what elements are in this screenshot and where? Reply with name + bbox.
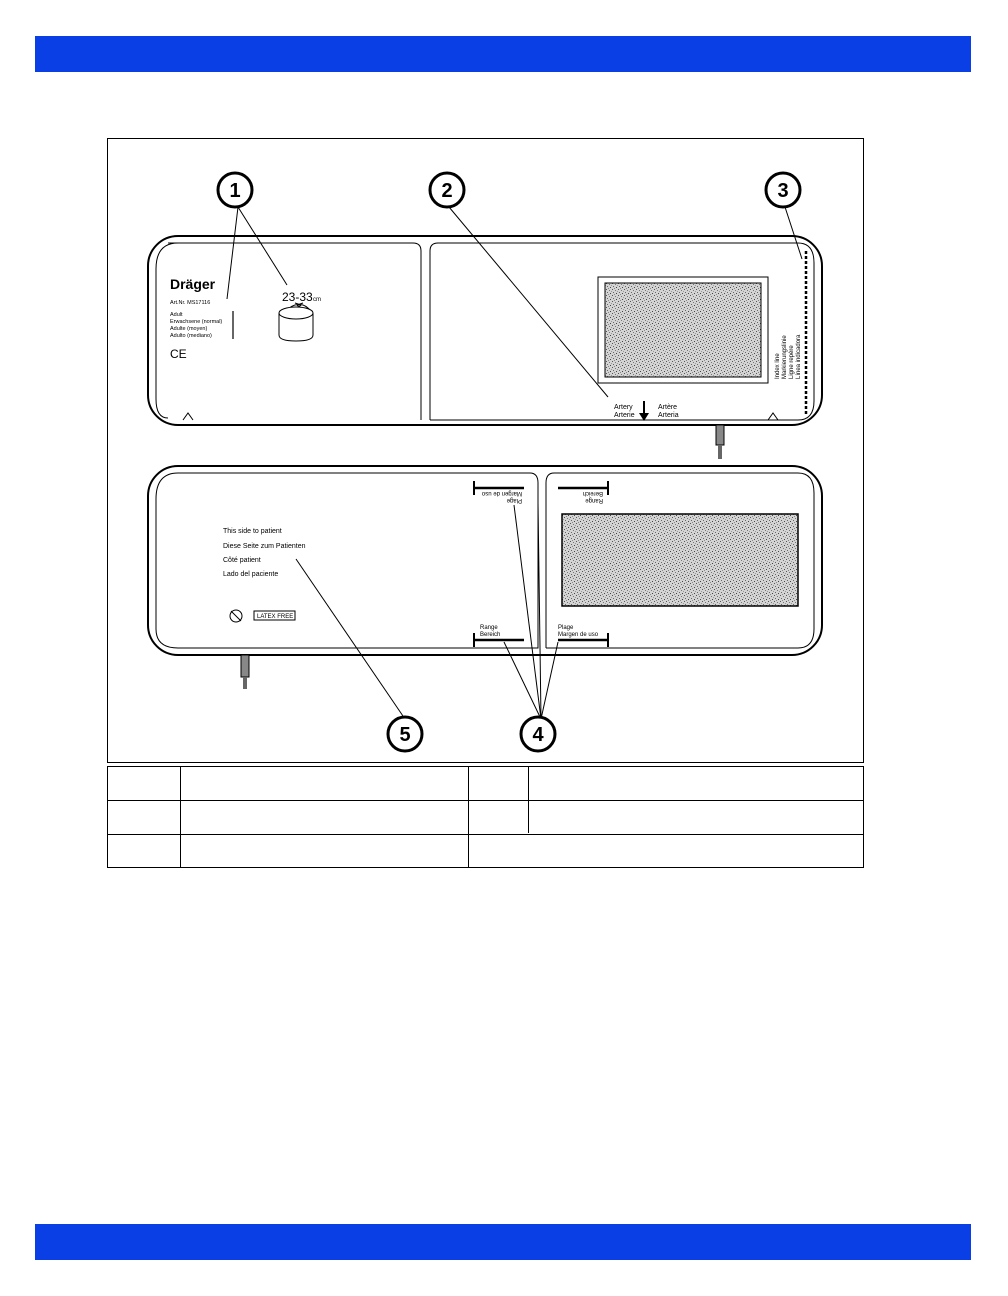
latex-free-label: LATEX FREE bbox=[257, 614, 294, 620]
tube-connector-back bbox=[241, 655, 249, 677]
tube-connector-front bbox=[716, 425, 724, 445]
legend-row-2-number bbox=[108, 801, 180, 834]
callout-5 bbox=[388, 717, 422, 751]
legend-row-3-text bbox=[181, 835, 468, 868]
patient-line-4: Lado del paciente bbox=[223, 571, 279, 578]
callout-4 bbox=[521, 717, 555, 751]
index-line-4: Línea indicadora bbox=[796, 334, 802, 379]
range-bottom-right-2: Margen de uso bbox=[558, 632, 599, 638]
callout-5-label: 5 bbox=[399, 724, 411, 746]
range-top-left-2: Margen de uso bbox=[481, 490, 522, 496]
cuff-back bbox=[148, 466, 822, 689]
callout-4-label: 4 bbox=[532, 724, 544, 746]
patient-line-1: This side to patient bbox=[223, 528, 282, 535]
artery-label-3: Artère bbox=[658, 404, 678, 411]
legend-row-1-text-2 bbox=[529, 767, 863, 800]
legend-row-1-number bbox=[108, 767, 180, 800]
index-line-1: Index line bbox=[775, 353, 781, 379]
cuff-diagram bbox=[107, 138, 864, 763]
callout-1-label: 1 bbox=[229, 180, 241, 202]
header-bar bbox=[35, 36, 971, 72]
legend-row-2-text bbox=[181, 801, 468, 834]
size-line-2: Erwachsene (normal) bbox=[170, 319, 223, 325]
cuff-front bbox=[148, 236, 822, 459]
range-bottom-left-1: Range bbox=[480, 625, 498, 631]
artery-label-1: Artery bbox=[614, 404, 633, 411]
range-top-left-1: Plage bbox=[506, 497, 522, 503]
ce-mark: CE bbox=[170, 347, 187, 361]
arm-size-icon bbox=[279, 307, 313, 319]
callout-3-label: 3 bbox=[777, 180, 789, 202]
cuff-back-panel-left bbox=[156, 473, 538, 648]
range-top-right-1: Range bbox=[585, 497, 603, 503]
index-line-3: Ligne repère bbox=[789, 345, 795, 379]
size-line-1: Adult bbox=[170, 312, 183, 318]
artery-label-4: Arteria bbox=[658, 412, 679, 419]
velcro-patch-front bbox=[605, 283, 761, 377]
legend-row-2-number-2 bbox=[469, 801, 528, 834]
range-unit: cm bbox=[313, 297, 321, 303]
art-number: Art.Nr. MS17116 bbox=[170, 300, 211, 306]
legend-row-3-text-2 bbox=[469, 835, 863, 868]
callout-3 bbox=[766, 173, 800, 207]
range-value: 23-33 bbox=[282, 290, 313, 304]
patient-line-2: Diese Seite zum Patienten bbox=[223, 543, 306, 550]
velcro-patch-back bbox=[562, 514, 798, 606]
size-line-4: Adulto (mediano) bbox=[170, 333, 212, 339]
legend-row-1-text bbox=[181, 767, 468, 800]
callout-2-label: 2 bbox=[441, 180, 453, 202]
range-bottom-right-1: Plage bbox=[558, 625, 574, 631]
index-line-2: Markierungslinie bbox=[782, 335, 788, 379]
callout-1 bbox=[218, 173, 252, 207]
range-bottom-left-2: Bereich bbox=[480, 632, 501, 638]
footer-bar bbox=[35, 1224, 971, 1260]
patient-line-3: Côté patient bbox=[223, 557, 261, 564]
legend-table bbox=[107, 766, 864, 868]
brand-logo: Dräger bbox=[170, 276, 216, 292]
legend-row-1-number-2 bbox=[469, 767, 528, 800]
legend-row-3-number bbox=[108, 835, 180, 868]
range-top-right-2: Bereich bbox=[582, 490, 603, 496]
callout-2 bbox=[430, 173, 464, 207]
artery-label-2: Arterie bbox=[614, 412, 635, 419]
legend-row-2-text-2 bbox=[529, 801, 863, 834]
size-line-3: Adulte (moyen) bbox=[170, 326, 208, 332]
cuff-illustration bbox=[108, 139, 865, 764]
